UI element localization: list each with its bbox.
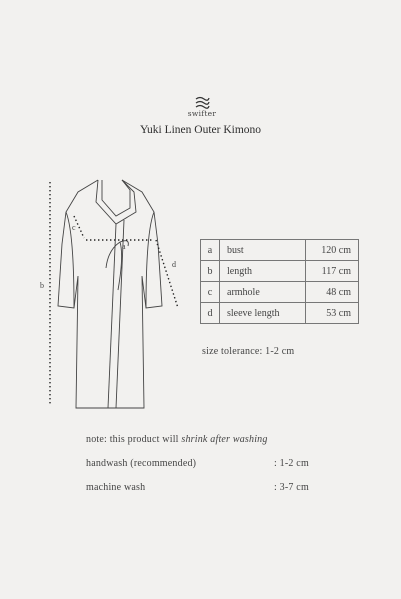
row-key: a <box>201 240 220 261</box>
wash-shrinkage: : 1-2 cm <box>274 458 309 469</box>
dimension-d-line <box>156 240 178 308</box>
row-measure: sleeve length <box>220 303 306 324</box>
row-key: b <box>201 261 220 282</box>
row-value: 120 cm <box>306 240 359 261</box>
wash-method: machine wash <box>86 482 146 493</box>
list-item <box>86 457 326 481</box>
label-b: b <box>40 281 44 290</box>
table-row <box>201 261 359 282</box>
shrink-note-text: note: this product will <box>86 434 182 445</box>
shrink-note <box>86 433 326 457</box>
row-value: 48 cm <box>306 282 359 303</box>
row-measure: bust <box>220 240 306 261</box>
wave-lines-icon <box>194 96 210 110</box>
product-title: Yuki Linen Outer Kimono <box>139 124 262 136</box>
label-a: a <box>122 242 126 251</box>
table-row <box>201 303 359 324</box>
wash-shrinkage: : 3-7 cm <box>274 482 309 493</box>
care-notes <box>86 433 326 505</box>
size-table <box>200 239 359 324</box>
label-c: c <box>72 223 76 232</box>
table-row <box>201 240 359 261</box>
row-key: d <box>201 303 220 324</box>
shrink-note-emphasis: shrink after washing <box>181 434 268 445</box>
row-measure: length <box>220 261 306 282</box>
row-value: 117 cm <box>306 261 359 282</box>
table-row <box>201 282 359 303</box>
kimono-diagram <box>36 172 196 412</box>
brand-logo <box>186 96 218 118</box>
row-value: 53 cm <box>306 303 359 324</box>
row-measure: armhole <box>220 282 306 303</box>
list-item <box>86 481 326 505</box>
size-tolerance: size tolerance: 1-2 cm <box>202 346 295 357</box>
brand-name: swifter <box>187 109 217 118</box>
wash-method: handwash (recommended) <box>86 458 197 469</box>
row-key: c <box>201 282 220 303</box>
label-d: d <box>172 260 176 269</box>
